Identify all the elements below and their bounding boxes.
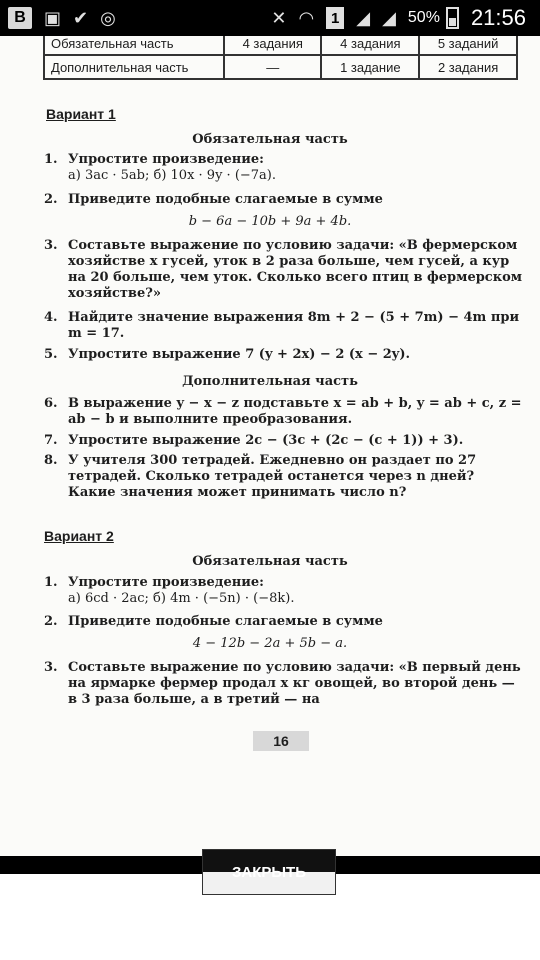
- task-text: Упростите выражение 7 (y + 2x) − 2 (x − 2y).: [68, 347, 411, 362]
- mute-icon: ✕: [271, 7, 287, 29]
- textbook-page: [0, 36, 540, 856]
- task-6: [44, 396, 524, 428]
- task-number: 3.: [44, 238, 58, 253]
- shopping-bag-icon: ✔: [73, 7, 89, 29]
- extra-part-title: Дополнительная часть: [182, 374, 358, 389]
- table-row: [44, 36, 517, 55]
- table-cell: —: [224, 55, 321, 79]
- table-cell: 4 задания: [321, 36, 419, 55]
- variant-1-title: Вариант 1: [46, 106, 116, 122]
- status-bar: [0, 0, 540, 36]
- required-part-title-2: Обязательная часть: [192, 554, 348, 569]
- required-part-title: Обязательная часть: [192, 132, 348, 147]
- page-number: 16: [253, 731, 309, 751]
- task-text: Приведите подобные слагаемые в сумме: [68, 192, 383, 207]
- task-2-expression: 4 − 12b − 2a + 5b − a.: [192, 636, 348, 651]
- battery-icon: [446, 7, 459, 29]
- wifi-icon: ◠: [298, 7, 315, 29]
- task-distribution-table: [43, 36, 518, 80]
- task-subitems: а) 6cd · 2ac; б) 4m · (−5n) · (−8k).: [68, 591, 295, 606]
- task-text: У учителя 300 тетрадей. Ежедневно он раздает по 27 тетрадей. Сколько тетрадей останется через n дней? Какие значения может принимать число n?: [68, 453, 477, 500]
- sim-indicator: 1: [326, 7, 344, 29]
- task-2: [44, 614, 524, 630]
- clock: 21:56: [470, 5, 526, 30]
- task-4: [44, 310, 524, 342]
- task-number: 2.: [44, 614, 58, 629]
- task-8: [44, 453, 524, 501]
- task-2-expression: b − 6a − 10b + 9a + 4b.: [188, 214, 352, 229]
- task-1: [44, 152, 524, 184]
- task-text: Упростите произведение:: [68, 152, 264, 167]
- battery-percent: 50%: [407, 9, 440, 26]
- task-number: 4.: [44, 310, 58, 325]
- close-button[interactable]: [202, 849, 336, 895]
- task-text: Упростите произведение:: [68, 575, 264, 590]
- variant-2-title: Вариант 2: [44, 528, 114, 544]
- table-row: [44, 55, 517, 79]
- table-cell: 5 заданий: [419, 36, 517, 55]
- task-3: [44, 660, 524, 708]
- table-cell: 2 задания: [419, 55, 517, 79]
- task-text: Приведите подобные слагаемые в сумме: [68, 614, 383, 629]
- close-button-label: ЗАКРЫТЬ: [231, 864, 307, 881]
- task-text: Упростите выражение 2c − (3c + (2c − (c + 1)) + 3).: [68, 433, 464, 448]
- task-2: [44, 192, 524, 208]
- task-number: 7.: [44, 433, 58, 448]
- task-subitems: а) 3ac · 5ab; б) 10x · 9y · (−7a).: [68, 168, 277, 183]
- gallery-icon: ▣: [44, 7, 62, 29]
- table-cell: 1 задание: [321, 55, 419, 79]
- task-3: [44, 238, 524, 302]
- signal-icon-2: ◢: [382, 7, 396, 29]
- task-number: 3.: [44, 660, 58, 675]
- task-number: 6.: [44, 396, 58, 411]
- task-5: [44, 347, 524, 363]
- task-text: Найдите значение выражения 8m + 2 − (5 + 7m) − 4m при m = 17.: [68, 310, 520, 341]
- task-number: 2.: [44, 192, 58, 207]
- instagram-icon: ◎: [100, 7, 116, 29]
- table-cell: 4 задания: [224, 36, 321, 55]
- task-7: [44, 433, 524, 449]
- task-1: [44, 575, 524, 607]
- table-cell: Дополнительная часть: [44, 55, 224, 79]
- signal-icon: ◢: [356, 7, 371, 29]
- task-text: В выражение y − x − z подставьте x = ab + b, y = ab + c, z = ab − b и выполните преобразования.: [68, 396, 522, 427]
- task-number: 1.: [44, 575, 58, 590]
- task-text: Составьте выражение по условию задачи: «В фермерском хозяйстве x гусей, уток в 2 раза больше, чем гусей, а кур на 20 больше, чем уток. Сколько всего птиц в фермерском хозяйстве?»: [68, 238, 523, 301]
- task-number: 8.: [44, 453, 58, 468]
- table-cell: Обязательная часть: [44, 36, 224, 55]
- task-number: 1.: [44, 152, 58, 167]
- task-text: Составьте выражение по условию задачи: «В первый день на ярмарке фермер продал x кг овощей, во второй день — в 3 раза больше, а в третий — на: [68, 660, 521, 707]
- task-number: 5.: [44, 347, 58, 362]
- vk-app-icon: В: [8, 7, 32, 29]
